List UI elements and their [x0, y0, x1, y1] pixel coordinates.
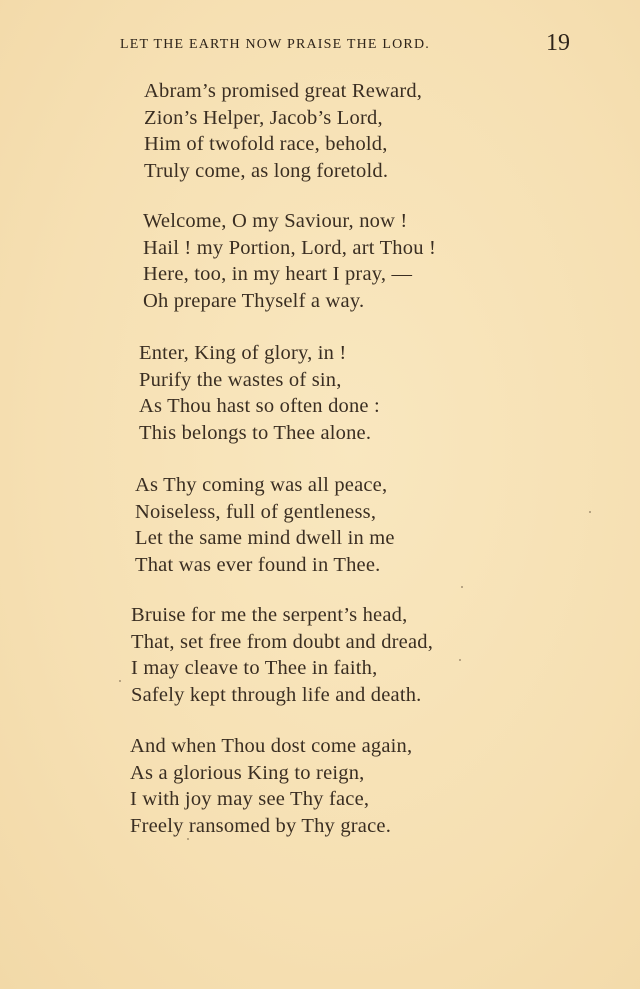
stanza-4 — [135, 472, 395, 578]
paper-speck — [589, 511, 591, 513]
stanza-2 — [143, 208, 436, 314]
stanza-1 — [144, 78, 422, 184]
verse-line: Zion’s Helper, Jacob’s Lord, — [144, 106, 383, 129]
paper-speck — [461, 586, 463, 588]
verse-line: Hail ! my Portion, Lord, art Thou ! — [143, 236, 437, 259]
verse-line: Welcome, O my Saviour, now ! — [143, 210, 408, 232]
page-number: 19 — [546, 30, 570, 56]
verse-line: That, set free from doubt and dread, — [131, 630, 434, 653]
verse-line: Let the same mind dwell in me — [135, 527, 395, 549]
verse-line: Oh prepare Thyself a way. — [143, 289, 365, 312]
verse-line: And when Thou dost come again, — [130, 735, 413, 757]
paper-speck — [187, 838, 189, 840]
verse-line: This belongs to Thee alone. — [139, 421, 372, 444]
verse-line: I with joy may see Thy face, — [130, 788, 370, 810]
verse-line: Bruise for me the serpent’s head, — [131, 604, 408, 626]
stanza-3 — [139, 340, 380, 446]
verse-line: Freely ransomed by Thy grace. — [130, 814, 392, 837]
stanza-5 — [131, 602, 433, 708]
verse-line: Here, too, in my heart I pray, — — [143, 263, 413, 285]
paper-speck — [459, 659, 461, 661]
verse-line: As a glorious King to reign, — [130, 761, 365, 784]
verse-line: That was ever found in Thee. — [135, 553, 381, 576]
verse-line: Truly come, as long foretold. — [144, 159, 389, 182]
paper-speck — [119, 680, 121, 682]
verse-line: As Thy coming was all peace, — [135, 474, 388, 496]
running-header-title: LET THE EARTH NOW PRAISE THE LORD. — [120, 37, 430, 52]
verse-line: Noiseless, full of gentleness, — [135, 500, 377, 523]
verse-line: Abram’s promised great Reward, — [144, 80, 423, 102]
verse-line: Safely kept through life and death. — [131, 683, 422, 706]
verse-line: As Thou hast so often done : — [139, 395, 380, 417]
verse-line: Purify the wastes of sin, — [139, 368, 342, 391]
verse-line: Enter, King of glory, in ! — [139, 342, 347, 364]
verse-line: Him of twofold race, behold, — [144, 133, 388, 155]
stanza-6 — [130, 733, 412, 839]
verse-line: I may cleave to Thee in faith, — [131, 657, 378, 679]
